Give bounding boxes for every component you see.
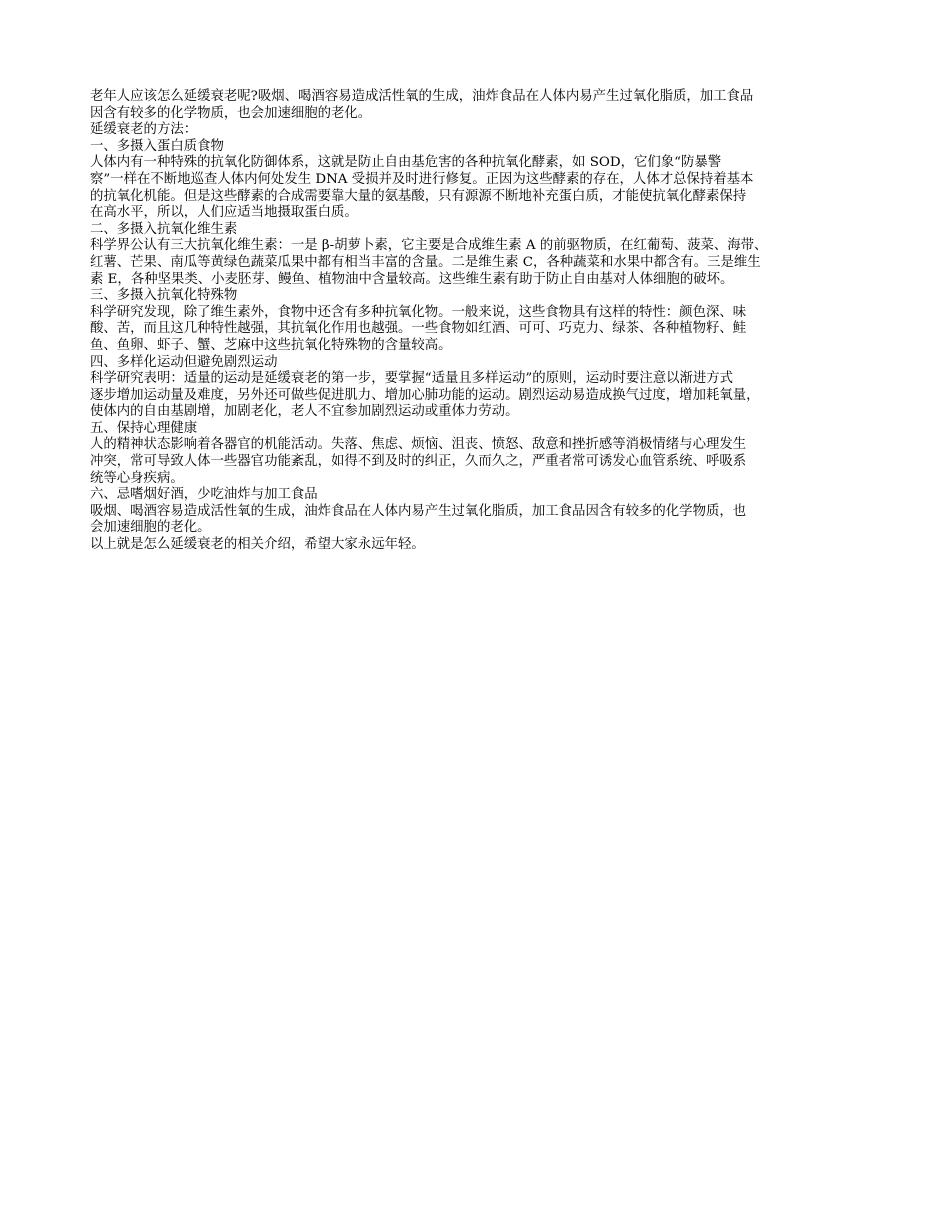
section-line: 素 E，各种坚果类、小麦胚芽、鳗鱼、植物油中含量较高。这些维生素有助于防止自由基对人体细胞的破坏。 bbox=[90, 271, 734, 287]
section-protein bbox=[90, 139, 868, 222]
section-heading: 四、多样化运动但避免剧烈运动 bbox=[90, 354, 278, 370]
intro-line: 老年人应该怎么延缓衰老呢?吸烟、喝酒容易造成活性氧的生成，油炸食品在人体内易产生过氧化脂质，加工食品 bbox=[90, 89, 754, 104]
document-body bbox=[90, 89, 868, 554]
section-line: 察”一样在不断地巡查人体内何处发生 DNA 受损并及时进行修复。正因为这些酵素的存在，人体才总保持着基本 bbox=[90, 171, 754, 187]
section-line: 会加速细胞的老化。 bbox=[90, 520, 211, 536]
section-line: 酸、苦，而且这几种特性越强，其抗氧化作用也越强。一些食物如红酒、可可、巧克力、绿茶、各种植物籽、鲑 bbox=[90, 321, 747, 337]
section-heading: 一、多摄入蛋白质食物 bbox=[90, 138, 224, 154]
section-heading: 六、忌嗜烟好酒，少吃油炸与加工食品 bbox=[90, 487, 318, 503]
section-line: 吸烟、喝酒容易造成活性氧的生成，油炸食品在人体内易产生过氧化脂质，加工食品因含有较多的化学物质，也 bbox=[90, 503, 747, 519]
section-exercise bbox=[90, 355, 868, 421]
section-line: 鱼、鱼卵、虾子、蟹、芝麻中这些抗氧化特殊物的含量较高。 bbox=[90, 337, 452, 353]
section-line: 逐步增加运动量及难度，另外还可做些促进肌力、增加心肺功能的运动。剧烈运动易造成换气过度，增加耗氧量， bbox=[90, 387, 760, 403]
section-heading: 二、多摄入抗氧化维生素 bbox=[90, 221, 238, 237]
section-line: 人的精神状态影响着各器官的机能活动。失落、焦虑、烦恼、沮丧、愤怒、敌意和挫折感等消极情绪与心理发生 bbox=[90, 437, 747, 453]
methods-heading: 延缓衰老的方法： bbox=[90, 122, 198, 138]
section-heading: 五、保持心理健康 bbox=[90, 420, 198, 436]
section-avoid-smoking bbox=[90, 487, 868, 537]
section-line: 冲突，常可导致人体一些器官功能紊乱，如得不到及时的纠正，久而久之，严重者常可诱发心血管系统、呼吸系 bbox=[90, 454, 747, 470]
section-line: 人体内有一种特殊的抗氧化防御体系，这就是防止自由基危害的各种抗氧化酵素，如 SOD，它们象“防暴警 bbox=[90, 155, 722, 171]
section-line: 科学研究发现，除了维生素外，食物中还含有多种抗氧化物。一般来说，这些食物具有这样的特性：颜色深、味 bbox=[90, 304, 747, 320]
section-antioxidants bbox=[90, 288, 868, 354]
section-mental-health bbox=[90, 421, 868, 487]
section-vitamins bbox=[90, 222, 868, 288]
conclusion: 以上就是怎么延缓衰老的相关介绍，希望大家永远年轻。 bbox=[90, 537, 425, 553]
section-line: 科学界公认有三大抗氧化维生素：一是 β-胡萝卜素，它主要是合成维生素 A 的前驱物质，在红葡萄、菠菜、海带、 bbox=[90, 238, 768, 254]
section-line: 的抗氧化机能。但是这些酵素的合成需要靠大量的氨基酸，只有源源不断地补充蛋白质，才能使抗氧化酵素保持 bbox=[90, 188, 747, 204]
section-line: 科学研究表明：适量的运动是延缓衰老的第一步，要掌握“适量且多样运动”的原则，运动时要注意以渐进方式 bbox=[90, 371, 734, 387]
section-line: 在高水平，所以，人们应适当地摄取蛋白质。 bbox=[90, 205, 358, 221]
section-line: 红薯、芒果、南瓜等黄绿色蔬菜瓜果中都有相当丰富的含量。二是维生素 C，各种蔬菜和水果中都含有。三是维生 bbox=[90, 254, 761, 270]
section-line: 使体内的自由基剧增，加剧老化，老人不宜参加剧烈运动或重体力劳动。 bbox=[90, 404, 519, 420]
intro-paragraph bbox=[90, 89, 868, 122]
section-heading: 三、多摄入抗氧化特殊物 bbox=[90, 288, 238, 304]
intro-line: 因含有较多的化学物质，也会加速细胞的老化。 bbox=[90, 105, 372, 121]
section-line: 统等心身疾病。 bbox=[90, 470, 184, 486]
